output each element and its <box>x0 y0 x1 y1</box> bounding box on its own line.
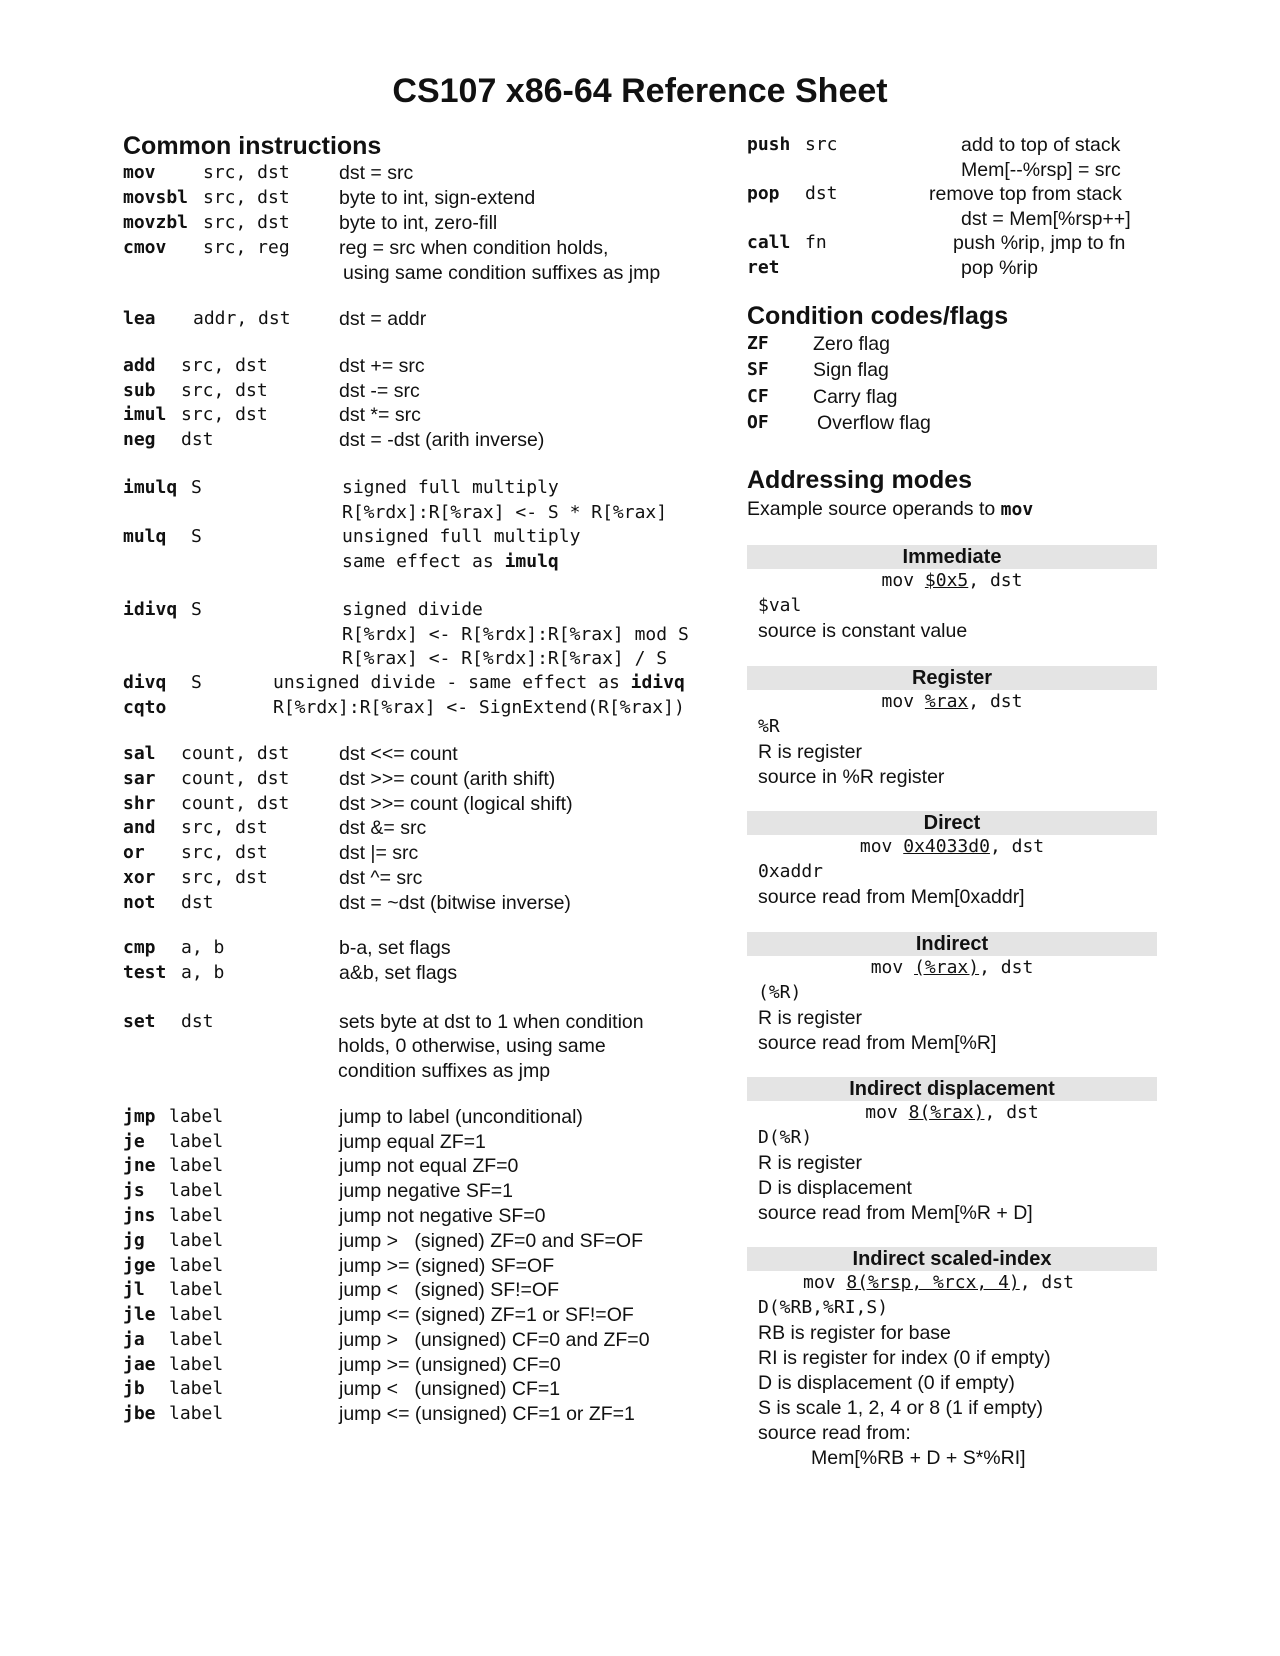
operands: src, dst <box>203 212 290 233</box>
mode-scaled-line3: D is displacement (0 if empty) <box>758 1372 1015 1394</box>
mnemonic: add <box>123 355 156 376</box>
mnemonic: sal <box>123 743 156 764</box>
mode-displacement-header: Indirect displacement <box>747 1077 1157 1101</box>
operands: dst <box>805 183 838 204</box>
instr-set-desc3 <box>338 1059 550 1083</box>
instr-mulq-desc2 <box>342 550 559 574</box>
description: sets byte at dst to 1 when condition <box>339 1011 644 1033</box>
description: jump not equal ZF=0 <box>339 1155 519 1177</box>
description: R[%rdx] <- R[%rdx]:R[%rax] mod S <box>342 624 689 645</box>
description: a&b, set flags <box>339 962 458 984</box>
mode-scaled-line6: Mem[%RB + D + S*%RI] <box>811 1447 1026 1469</box>
operands: dst <box>181 1011 214 1032</box>
flag-desc: Carry flag <box>813 386 898 408</box>
mode-immediate-form: $val <box>758 595 802 616</box>
description: using same condition suffixes as jmp <box>343 262 661 284</box>
description: dst &= src <box>339 817 427 839</box>
operands: count, dst <box>181 768 290 789</box>
operands: src, dst <box>203 162 290 183</box>
mnemonic: and <box>123 817 156 838</box>
operands: fn <box>805 232 827 253</box>
operands: label <box>169 1255 224 1276</box>
description: dst *= src <box>339 404 421 426</box>
instr-ret <box>747 256 1147 280</box>
mnemonic: jg <box>123 1230 145 1251</box>
description: dst = ~dst (bitwise inverse) <box>339 892 571 914</box>
description: dst |= src <box>339 842 419 864</box>
mnemonic: ja <box>123 1329 145 1350</box>
subtitle-text: Example source operands to <box>747 498 1001 520</box>
mnemonic: cqto <box>123 697 167 718</box>
operands: label <box>169 1378 224 1399</box>
description: add to top of stack <box>961 134 1121 156</box>
operands: count, dst <box>181 743 290 764</box>
example-pre: mov <box>870 957 915 978</box>
operands: count, dst <box>181 793 290 814</box>
mnemonic: jmp <box>123 1106 156 1127</box>
example-operand: %rax <box>924 691 969 712</box>
mnemonic: movsbl <box>123 187 189 208</box>
mode-displacement-line3: source read from Mem[%R + D] <box>758 1202 1033 1224</box>
mnemonic: test <box>123 962 167 983</box>
description: dst = addr <box>339 308 427 330</box>
operands: label <box>169 1403 224 1424</box>
description: jump equal ZF=1 <box>339 1131 486 1153</box>
mnemonic: jns <box>123 1205 156 1226</box>
example-post: , dst <box>968 691 1023 712</box>
operands: a, b <box>181 962 225 983</box>
description: dst += src <box>339 355 425 377</box>
mode-indirect-form: (%R) <box>758 982 802 1003</box>
mnemonic: je <box>123 1131 145 1152</box>
description <box>273 671 685 695</box>
description: reg = src when condition holds, <box>339 237 609 259</box>
operands: addr, dst <box>193 308 291 329</box>
mode-indirect-line1: R is register <box>758 1007 863 1029</box>
mnemonic: neg <box>123 429 156 450</box>
operands: src, dst <box>181 867 268 888</box>
description: R[%rdx]:R[%rax] <- S * R[%rax] <box>342 502 668 523</box>
operands: label <box>169 1180 224 1201</box>
description: pop %rip <box>961 257 1038 279</box>
mnemonic: shr <box>123 793 156 814</box>
description: dst = src <box>339 162 414 184</box>
mnemonic: jle <box>123 1304 156 1325</box>
example-pre: mov <box>865 1102 909 1123</box>
instr-pop <box>747 182 1147 206</box>
description: R[%rdx]:R[%rax] <- SignExtend(R[%rax]) <box>273 697 685 718</box>
description-text: unsigned divide - same effect as <box>273 672 631 693</box>
example-post: , dst <box>989 836 1045 857</box>
instr-idivq-desc2 <box>342 623 689 647</box>
mnemonic: not <box>123 892 156 913</box>
example-post: , dst <box>984 1102 1039 1123</box>
flag-code: SF <box>747 359 769 380</box>
instr-push-desc2 <box>961 158 1121 182</box>
description: dst <<= count <box>339 743 458 765</box>
operands: S <box>191 599 202 620</box>
operands: src, dst <box>181 355 268 376</box>
example-pre: mov <box>881 691 925 712</box>
instr-idivq-desc3 <box>342 647 667 671</box>
example-operand: 8(%rsp, %rcx, 4) <box>846 1272 1020 1293</box>
instr-pop-desc2 <box>961 207 1131 231</box>
description: jump negative SF=1 <box>339 1180 513 1202</box>
instr-imulq-desc2 <box>342 501 667 525</box>
description: holds, 0 otherwise, using same <box>338 1035 606 1057</box>
instr-push <box>747 133 1147 157</box>
flag-code: ZF <box>747 333 769 354</box>
mode-direct-form: 0xaddr <box>758 861 824 882</box>
mnemonic: pop <box>747 183 780 204</box>
mode-scaled-line5: source read from: <box>758 1422 911 1444</box>
description: condition suffixes as jmp <box>338 1060 551 1082</box>
idivq-ref: idivq <box>630 672 685 693</box>
mnemonic: jl <box>123 1279 145 1300</box>
page-title: CS107 x86-64 Reference Sheet <box>392 72 888 110</box>
operands: S <box>191 526 202 547</box>
instr-cmov-desc2 <box>343 261 660 285</box>
mode-scaled-line4: S is scale 1, 2, 4 or 8 (1 if empty) <box>758 1397 1044 1419</box>
description: same effect as <box>342 551 505 572</box>
instr-call <box>747 231 1147 255</box>
mode-scaled-example <box>747 1271 1157 1295</box>
mode-register-header: Register <box>747 666 1157 690</box>
mnemonic: jbe <box>123 1403 156 1424</box>
example-pre: mov <box>881 570 925 591</box>
operands: S <box>191 672 202 693</box>
mnemonic: imul <box>123 404 167 425</box>
mnemonic: mov <box>123 162 156 183</box>
mnemonic: ret <box>747 257 780 278</box>
mnemonic: or <box>123 842 145 863</box>
operands: label <box>169 1230 224 1251</box>
description: remove top from stack <box>929 183 1122 205</box>
mnemonic: js <box>123 1180 145 1201</box>
mnemonic: divq <box>123 672 167 693</box>
mnemonic: mulq <box>123 526 167 547</box>
mnemonic: call <box>747 232 791 253</box>
flag-desc: Overflow flag <box>817 412 931 434</box>
description: byte to int, zero-fill <box>339 212 498 234</box>
instr-set-desc2 <box>338 1034 606 1058</box>
flag-code: CF <box>747 386 769 407</box>
mode-immediate-header: Immediate <box>747 545 1157 569</box>
mnemonic: xor <box>123 867 156 888</box>
description: b-a, set flags <box>339 937 451 959</box>
mode-immediate-example <box>747 569 1157 593</box>
example-operand: $0x5 <box>924 570 969 591</box>
operands: S <box>191 477 202 498</box>
mnemonic: jne <box>123 1155 156 1176</box>
example-pre: mov <box>859 836 904 857</box>
description: R[%rax] <- R[%rdx]:R[%rax] / S <box>342 648 668 669</box>
mnemonic: push <box>747 134 791 155</box>
operands: src, dst <box>181 404 268 425</box>
mnemonic: jb <box>123 1378 145 1399</box>
description: signed divide <box>342 599 483 620</box>
flags-heading: Condition codes/flags <box>747 302 1009 330</box>
operands: label <box>169 1304 224 1325</box>
mode-direct-header: Direct <box>747 811 1157 835</box>
mode-indirect-line2: source read from Mem[%R] <box>758 1032 997 1054</box>
flag-code: OF <box>747 412 769 433</box>
description: jump < (signed) SF!=OF <box>339 1279 559 1301</box>
mnemonic: movzbl <box>123 212 189 233</box>
description: dst ^= src <box>339 867 423 889</box>
operands: label <box>169 1329 224 1350</box>
addressing-heading: Addressing modes <box>747 466 973 494</box>
mnemonic: lea <box>123 308 156 329</box>
description: jump > (signed) ZF=0 and SF=OF <box>339 1230 644 1252</box>
mode-scaled-line1: RB is register for base <box>758 1322 951 1344</box>
flag-desc: Zero flag <box>813 333 890 355</box>
operands: src, dst <box>203 187 290 208</box>
operands: src, dst <box>181 842 268 863</box>
example-operand: 8(%rax) <box>908 1102 985 1123</box>
mode-register-line1: R is register <box>758 741 863 763</box>
mnemonic: jae <box>123 1354 156 1375</box>
mode-displacement-example <box>747 1101 1157 1125</box>
description: jump not negative SF=0 <box>339 1205 546 1227</box>
mode-displacement-form: D(%R) <box>758 1127 813 1148</box>
mode-direct-line1: source read from Mem[0xaddr] <box>758 886 1025 908</box>
mnemonic: sar <box>123 768 156 789</box>
description: push %rip, jmp to fn <box>953 232 1126 254</box>
mnemonic: set <box>123 1011 156 1032</box>
operands: src, dst <box>181 380 268 401</box>
mode-scaled-line2: RI is register for index (0 if empty) <box>758 1347 1051 1369</box>
example-post: , dst <box>968 570 1023 591</box>
mode-register-example <box>747 690 1157 714</box>
example-post: , dst <box>979 957 1034 978</box>
addressing-subtitle <box>747 497 1033 521</box>
operands: label <box>169 1131 224 1152</box>
mode-register-form: %R <box>758 716 780 737</box>
description: jump >= (signed) SF=OF <box>339 1255 555 1277</box>
description: unsigned full multiply <box>342 526 581 547</box>
example-operand: (%rax) <box>914 957 980 978</box>
common-instructions-heading: Common instructions <box>123 132 382 160</box>
example-post: , dst <box>1019 1272 1074 1293</box>
mode-displacement-line1: R is register <box>758 1152 863 1174</box>
mnemonic: idivq <box>123 599 178 620</box>
description: byte to int, sign-extend <box>339 187 536 209</box>
description: dst = -dst (arith inverse) <box>339 429 545 451</box>
operands: dst <box>181 429 214 450</box>
mnemonic: cmov <box>123 237 167 258</box>
operands: src, reg <box>203 237 290 258</box>
description: signed full multiply <box>342 477 559 498</box>
description: jump <= (unsigned) CF=1 or ZF=1 <box>339 1403 635 1425</box>
description: dst >>= count (arith shift) <box>339 768 556 790</box>
operands: label <box>169 1205 224 1226</box>
description: dst -= src <box>339 380 420 402</box>
mode-scaled-form: D(%RB,%RI,S) <box>758 1297 889 1318</box>
description: jump <= (signed) ZF=1 or SF!=OF <box>339 1304 634 1326</box>
operands: label <box>169 1106 224 1127</box>
mode-direct-example <box>747 835 1157 859</box>
mnemonic: cmp <box>123 937 156 958</box>
operands: label <box>169 1354 224 1375</box>
description: jump < (unsigned) CF=1 <box>339 1378 561 1400</box>
mnemonic: sub <box>123 380 156 401</box>
operands: label <box>169 1279 224 1300</box>
operands: dst <box>181 892 214 913</box>
mnemonic: imulq <box>123 477 178 498</box>
mnemonic: jge <box>123 1255 156 1276</box>
description: Mem[--%rsp] = src <box>961 159 1121 181</box>
operands: a, b <box>181 937 225 958</box>
operands: label <box>169 1155 224 1176</box>
description: jump > (unsigned) CF=0 and ZF=0 <box>339 1329 650 1351</box>
example-operand: 0x4033d0 <box>903 836 990 857</box>
subtitle-code: mov <box>1000 499 1034 520</box>
operands: src, dst <box>181 817 268 838</box>
mode-indirect-header: Indirect <box>747 932 1157 956</box>
flag-desc: Sign flag <box>813 359 889 381</box>
description: jump to label (unconditional) <box>339 1106 583 1128</box>
mode-scaled-header: Indirect scaled-index <box>747 1247 1157 1271</box>
mode-displacement-line2: D is displacement <box>758 1177 912 1199</box>
imulq-ref: imulq <box>504 551 559 572</box>
example-pre: mov <box>803 1272 847 1293</box>
operands: src <box>805 134 838 155</box>
mode-register-line2: source in %R register <box>758 766 945 788</box>
description: dst >>= count (logical shift) <box>339 793 573 815</box>
mode-indirect-example <box>747 956 1157 980</box>
description: jump >= (unsigned) CF=0 <box>339 1354 561 1376</box>
mode-immediate-line1: source is constant value <box>758 620 968 642</box>
description: dst = Mem[%rsp++] <box>961 208 1131 230</box>
